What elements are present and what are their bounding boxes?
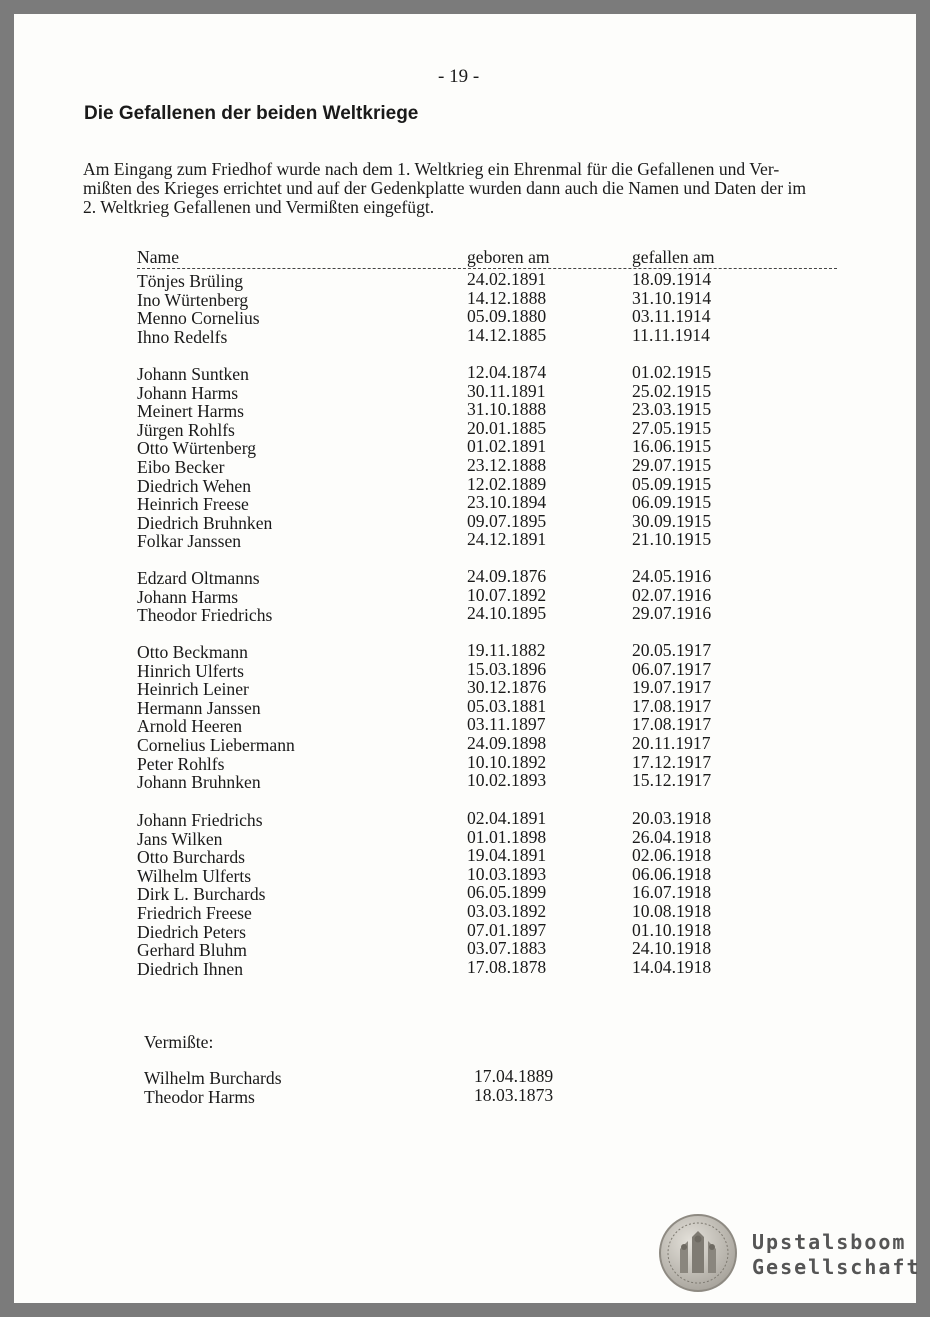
- cell-born: 24.09.1876: [467, 566, 547, 586]
- column-header-name: Name: [137, 247, 180, 267]
- cell-name: Johann Friedrichs: [137, 810, 263, 830]
- cell-born: 14.12.1888: [467, 287, 547, 308]
- column-header-born: geboren am: [467, 247, 550, 267]
- cell-died: 10.08.1918: [632, 901, 712, 921]
- cell-died: 20.05.1917: [632, 640, 712, 660]
- cell-born: 10.02.1893: [467, 770, 547, 791]
- cell-died: 02.07.1916: [632, 584, 712, 605]
- cell-born: 10.07.1892: [467, 584, 547, 605]
- cell-name: Folkar Janssen: [137, 531, 242, 552]
- cell-died: 24.05.1916: [632, 566, 712, 586]
- cell-born: 20.01.1885: [467, 417, 547, 438]
- watermark-line-2: Gesellschaft: [752, 1255, 921, 1279]
- cell-died: 24.10.1918: [632, 938, 712, 959]
- cell-name: Meinert Harms: [137, 401, 244, 422]
- cell-died: 20.11.1917: [632, 733, 711, 753]
- cell-name: Cornelius Liebermann: [137, 735, 295, 755]
- cell-born: 03.11.1897: [467, 714, 546, 735]
- cell-name: Johann Harms: [137, 382, 239, 403]
- cell-born: 12.02.1889: [467, 473, 547, 494]
- cell-died: 29.07.1915: [632, 455, 712, 475]
- cell-born: 12.04.1874: [467, 362, 547, 382]
- cell-born: 05.09.1880: [467, 306, 547, 327]
- cell-died: 27.05.1915: [632, 417, 712, 438]
- cell-born: 07.01.1897: [467, 919, 547, 940]
- cell-born: 30.12.1876: [467, 677, 547, 698]
- cell-died: 06.09.1915: [632, 492, 712, 513]
- cell-died: 17.08.1917: [632, 714, 712, 735]
- cell-died: 16.07.1918: [632, 882, 712, 903]
- cell-died: 21.10.1915: [632, 529, 712, 550]
- cell-name: Theodor Harms: [144, 1086, 255, 1107]
- cell-died: 06.06.1918: [632, 863, 712, 884]
- cell-died: 29.07.1916: [632, 603, 712, 624]
- cell-died: 05.09.1915: [632, 473, 712, 494]
- cell-name: Johann Harms: [137, 586, 239, 607]
- cell-died: 16.06.1915: [632, 436, 712, 457]
- cell-name: Otto Burchards: [137, 847, 245, 868]
- cell-name: Jans Wilken: [137, 828, 223, 849]
- cell-died: 03.11.1914: [632, 306, 711, 327]
- column-header-died: gefallen am: [632, 247, 715, 267]
- cell-born: 01.01.1898: [467, 826, 547, 847]
- cell-name: Johann Suntken: [137, 364, 249, 384]
- cell-born: 24.02.1891: [467, 269, 547, 289]
- cell-name: Gerhard Bluhm: [137, 940, 247, 961]
- cell-name: Menno Cornelius: [137, 308, 260, 329]
- cell-name: Peter Rohlfs: [137, 753, 225, 774]
- cell-died: 17.08.1917: [632, 695, 712, 716]
- cell-name: Heinrich Leiner: [137, 679, 249, 700]
- cell-name: Diedrich Peters: [137, 921, 246, 942]
- cell-name: Jürgen Rohlfs: [137, 419, 235, 440]
- cell-name: Otto Beckmann: [137, 642, 248, 662]
- cell-born: 10.10.1892: [467, 751, 547, 772]
- cell-born: 02.04.1891: [467, 808, 547, 828]
- cell-name: Diedrich Bruhnken: [137, 512, 273, 533]
- cell-name: Otto Würtenberg: [137, 438, 257, 459]
- cell-name: Johann Bruhnken: [137, 772, 261, 793]
- cell-name: Ihno Redelfs: [137, 326, 228, 347]
- cell-name: Dirk L. Burchards: [137, 884, 266, 905]
- intro-line: Am Eingang zum Friedhof wurde nach dem 1. Weltkrieg ein Ehrenmal für die Gefallenen und Ver-: [83, 159, 780, 179]
- cell-name: Arnold Heeren: [137, 716, 243, 737]
- cell-name: Wilhelm Burchards: [144, 1068, 282, 1088]
- cell-born: 18.03.1873: [474, 1084, 554, 1105]
- cell-died: 15.12.1917: [632, 770, 712, 791]
- cell-died: 01.10.1918: [632, 919, 712, 940]
- cell-name: Heinrich Freese: [137, 494, 249, 515]
- cell-born: 15.03.1896: [467, 658, 547, 679]
- cell-died: 06.07.1917: [632, 658, 712, 679]
- cell-born: 19.11.1882: [467, 640, 546, 660]
- cell-died: 20.03.1918: [632, 808, 712, 828]
- cell-born: 17.08.1878: [467, 956, 547, 977]
- cell-born: 24.10.1895: [467, 603, 547, 624]
- cell-born: 03.07.1883: [467, 938, 547, 959]
- cell-died: 11.11.1914: [632, 324, 710, 345]
- cell-name: Tönjes Brüling: [137, 271, 244, 291]
- cell-born: 24.09.1898: [467, 733, 547, 753]
- page-number: - 19 -: [438, 66, 480, 87]
- cell-name: Diedrich Wehen: [137, 475, 252, 496]
- cell-born: 10.03.1893: [467, 863, 547, 884]
- cell-born: 01.02.1891: [467, 436, 547, 457]
- page-heading: Die Gefallenen der beiden Weltkriege: [84, 103, 419, 124]
- cell-died: 30.09.1915: [632, 510, 712, 531]
- cell-born: 24.12.1891: [467, 529, 547, 550]
- cell-born: 05.03.1881: [467, 695, 547, 716]
- cell-born: 23.10.1894: [467, 492, 547, 513]
- cell-name: Friedrich Freese: [137, 903, 252, 923]
- cell-born: 31.10.1888: [467, 399, 547, 420]
- cell-name: Wilhelm Ulferts: [137, 865, 252, 886]
- cell-born: 23.12.1888: [467, 455, 547, 475]
- cell-died: 31.10.1914: [632, 287, 712, 308]
- cell-born: 03.03.1892: [467, 901, 547, 921]
- intro-line: 2. Weltkrieg Gefallenen und Vermißten eingefügt.: [83, 197, 435, 217]
- cell-born: 14.12.1885: [467, 324, 547, 345]
- cell-name: Eibo Becker: [137, 457, 225, 477]
- cell-died: 18.09.1914: [632, 269, 712, 289]
- cell-name: Hermann Janssen: [137, 697, 261, 718]
- cell-born: 19.04.1891: [467, 845, 547, 866]
- cell-died: 01.02.1915: [632, 362, 712, 382]
- cell-died: 19.07.1917: [632, 677, 712, 698]
- cell-name: Edzard Oltmanns: [137, 568, 260, 588]
- cell-born: 09.07.1895: [467, 510, 547, 531]
- document-page: [14, 14, 921, 1303]
- cell-born: 30.11.1891: [467, 380, 546, 401]
- cell-died: 02.06.1918: [632, 845, 712, 866]
- missing-label: Vermißte:: [144, 1032, 214, 1052]
- cell-born: 17.04.1889: [474, 1066, 554, 1086]
- cell-died: 26.04.1918: [632, 826, 712, 847]
- cell-born: 06.05.1899: [467, 882, 547, 903]
- cell-died: 23.03.1915: [632, 399, 712, 420]
- watermark-line-1: Upstalsboom: [752, 1230, 907, 1254]
- cell-died: 14.04.1918: [632, 956, 712, 977]
- cell-died: 25.02.1915: [632, 380, 712, 401]
- intro-line: mißten des Krieges errichtet und auf der Gedenkplatte wurden dann auch die Namen und Daten der im: [83, 178, 807, 198]
- cell-name: Diedrich Ihnen: [137, 958, 244, 979]
- cell-name: Hinrich Ulferts: [137, 660, 244, 681]
- cell-died: 17.12.1917: [632, 751, 712, 772]
- intro-paragraph: [83, 160, 863, 217]
- cell-name: Theodor Friedrichs: [137, 605, 273, 626]
- cell-name: Ino Würtenberg: [137, 289, 249, 310]
- seal-icon: [658, 1213, 738, 1293]
